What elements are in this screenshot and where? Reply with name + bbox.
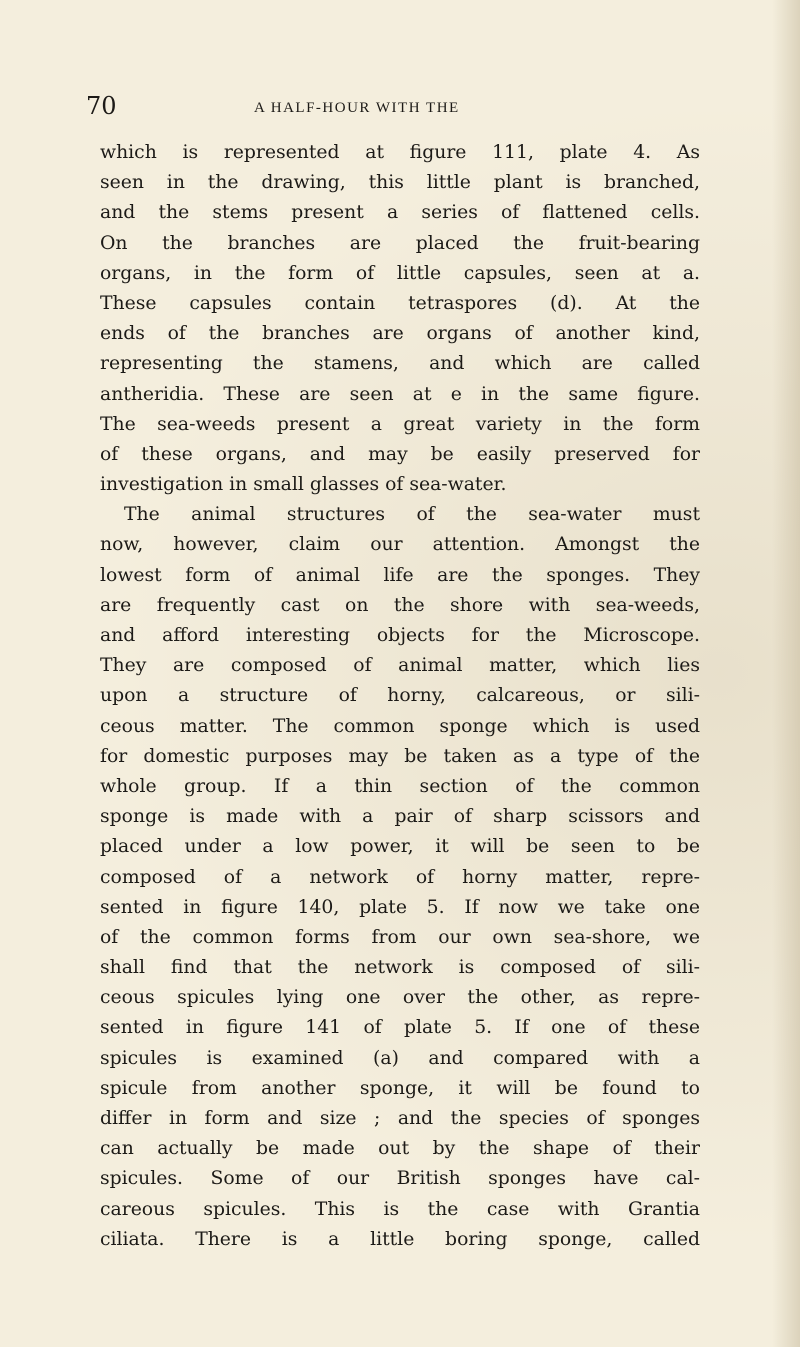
- text-line: can actually be made out by the shape of their: [100, 1138, 700, 1160]
- text-line: now, however, claim our attention. Amongst the: [100, 534, 700, 556]
- running-head: A HALF-HOUR WITH THE: [254, 100, 460, 116]
- text-line: for domestic purposes may be taken as a type of the: [100, 745, 700, 767]
- page-header: [86, 92, 706, 132]
- text-line: The sea-weeds present a great variety in the form: [100, 413, 700, 435]
- page-number: 70: [86, 92, 117, 120]
- text-line: sented in figure 140, plate 5. If now we take one: [100, 896, 700, 918]
- page-edge-shadow: [772, 0, 800, 1347]
- text-line: differ in form and size ; and the species of sponges: [100, 1108, 700, 1129]
- text-line: On the branches are placed the fruit-bearing: [100, 232, 700, 254]
- text-line: ciliata. There is a little boring sponge, called: [100, 1228, 700, 1250]
- text-line: investigation in small glasses of sea-water.: [100, 474, 507, 496]
- text-line: antheridia. These are seen at e in the same figure.: [100, 383, 700, 405]
- text-line: placed under a low power, it will be seen to be: [100, 836, 700, 858]
- body-text: [100, 138, 700, 1255]
- text-line: composed of a network of horny matter, repre-: [100, 866, 700, 888]
- text-line: These capsules contain tetraspores (d). At the: [100, 292, 700, 314]
- text-line: spicules is examined (a) and compared with a: [100, 1047, 700, 1069]
- text-line: They are composed of animal matter, which lies: [100, 655, 700, 677]
- text-line: shall find that the network is composed of sili-: [100, 957, 700, 979]
- text-line: ceous matter. The common sponge which is used: [100, 715, 700, 737]
- text-line: of these organs, and may be easily preserved for: [100, 443, 700, 465]
- text-line: organs, in the form of little capsules, seen at a.: [100, 262, 700, 284]
- text-line: whole group. If a thin section of the common: [100, 775, 700, 797]
- text-line: sponge is made with a pair of sharp scissors and: [100, 806, 700, 828]
- text-line: and the stems present a series of flattened cells.: [100, 202, 700, 224]
- text-line: lowest form of animal life are the sponges. They: [100, 564, 700, 586]
- text-line: which is represented at figure 111, plate 4. As: [100, 142, 700, 163]
- text-line: upon a structure of horny, calcareous, or sili-: [100, 685, 700, 707]
- text-line: sented in figure 141 of plate 5. If one of these: [100, 1017, 700, 1039]
- text-line: and afford interesting objects for the Microscope.: [100, 625, 700, 646]
- text-line: are frequently cast on the shore with sea-weeds,: [100, 594, 700, 616]
- text-line: ends of the branches are organs of another kind,: [100, 323, 700, 345]
- text-line: The animal structures of the sea-water must: [124, 504, 700, 526]
- text-line: ceous spicules lying one over the other, as repre-: [100, 987, 700, 1009]
- text-line: representing the stamens, and which are called: [100, 353, 700, 375]
- text-line: of the common forms from our own sea-shore, we: [100, 926, 700, 948]
- text-line: careous spicules. This is the case with Grantia: [100, 1198, 700, 1220]
- text-line: seen in the drawing, this little plant is branched,: [100, 172, 700, 194]
- text-line: spicule from another sponge, it will be found to: [100, 1077, 700, 1099]
- text-line: spicules. Some of our British sponges have cal-: [100, 1168, 700, 1190]
